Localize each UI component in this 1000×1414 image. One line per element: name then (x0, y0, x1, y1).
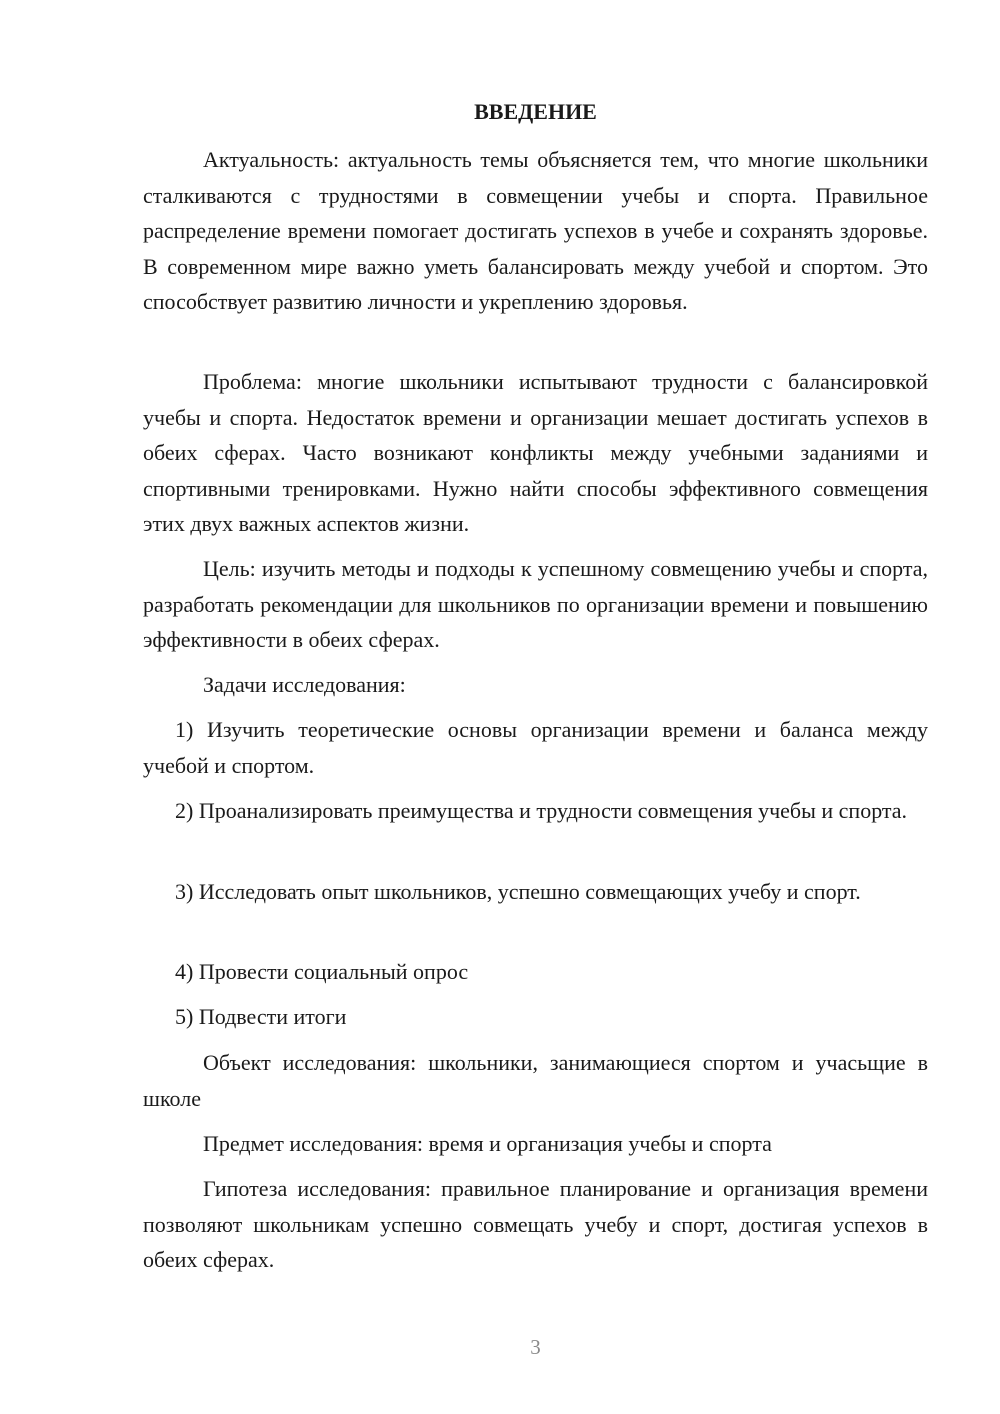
relevance-paragraph: Актуальность: актуальность темы объясняется тем, что многие школьники сталкиваются с трудностями в совмещении учебы и спорта. Правильное распределение времени помогает достигать успехов в учебе и сохранять здоровье. В современном мире важно уметь балансировать между учебой и спортом. Это способствует развитию личности и укреплению здоровья. (143, 147, 928, 314)
task-item: 5) Подвести итоги (175, 1004, 347, 1029)
document-page (143, 0, 928, 1414)
task-item: 3) Исследовать опыт школьников, успешно совмещающих учебу и спорт. (175, 879, 861, 904)
tasks-heading: Задачи исследования: (203, 672, 406, 697)
task-item: 1) Изучить теоретические основы организации времени и баланса между учебой и спортом. (143, 717, 928, 778)
task-item: 2) Проанализировать преимущества и трудности совмещения учебы и спорта. (175, 798, 908, 823)
object-paragraph: Объект исследования: школьники, занимающиеся спортом и учасьщие в школе (143, 1050, 928, 1111)
problem-paragraph: Проблема: многие школьники испытывают трудности с балансировкой учебы и спорта. Недостаток времени и организации мешает достигать успехов в обеих сферах. Часто возникают конфликты между учебными заданиями и спортивными тренировками. Нужно найти способы эффективного совмещения этих двух важных аспектов жизни. (143, 369, 928, 536)
section-title: ВВЕДЕНИЕ (474, 99, 597, 124)
task-item: 4) Провести социальный опрос (175, 959, 469, 984)
subject-paragraph: Предмет исследования: время и организация учебы и спорта (203, 1131, 772, 1156)
goal-paragraph: Цель: изучить методы и подходы к успешному совмещению учебы и спорта, разработать рекомендации для школьников по организации времени и повышению эффективности в обеих сферах. (143, 556, 928, 652)
hypothesis-paragraph: Гипотеза исследования: правильное планирование и организация времени позволяют школьникам успешно совмещать учебу и спорт, достигая успехов в обеих сферах. (143, 1176, 928, 1272)
page-number: 3 (530, 1335, 541, 1359)
